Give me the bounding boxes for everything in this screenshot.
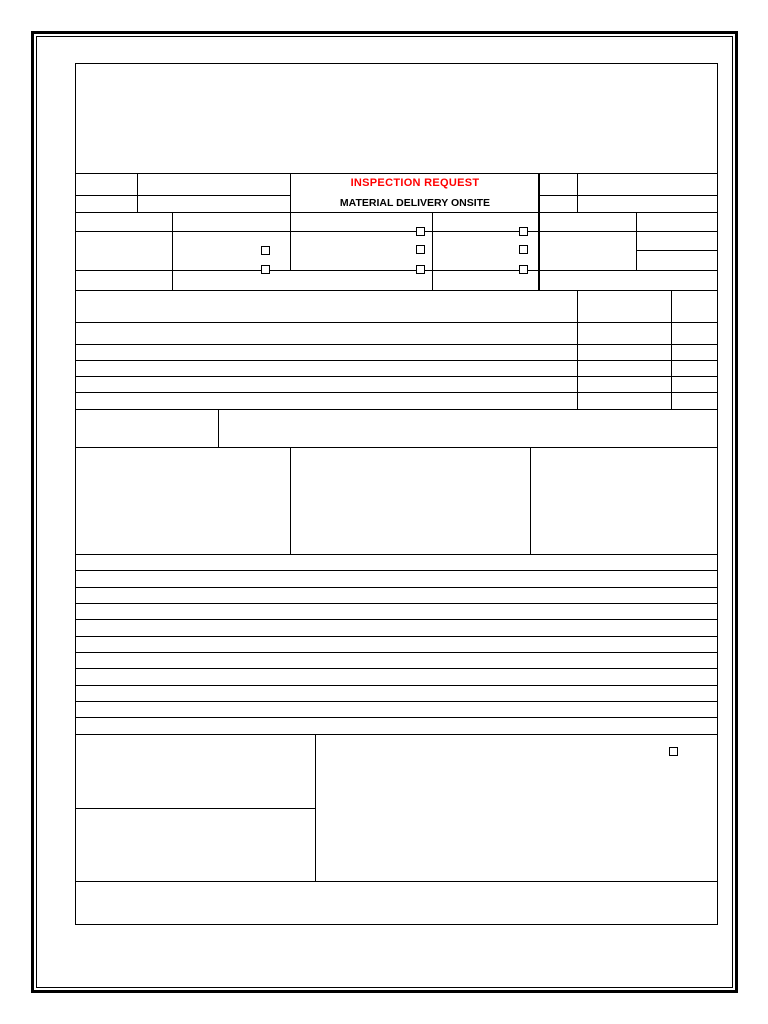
divider-line	[75, 636, 718, 637]
checkbox[interactable]	[416, 227, 425, 236]
divider-line	[75, 668, 718, 669]
divider-line	[172, 212, 173, 290]
divider-line	[75, 376, 718, 377]
form-title: INSPECTION REQUEST	[350, 177, 480, 189]
checkbox[interactable]	[519, 265, 528, 274]
divider-line	[75, 447, 718, 448]
divider-line	[290, 173, 291, 271]
divider-line	[637, 250, 718, 251]
checkbox[interactable]	[261, 246, 270, 255]
divider-line	[75, 195, 291, 196]
divider-line	[75, 587, 718, 588]
divider-line	[75, 290, 718, 291]
checkbox[interactable]	[416, 265, 425, 274]
divider-line	[75, 619, 718, 620]
divider-line	[137, 173, 138, 212]
form-border	[75, 63, 718, 925]
divider-line	[75, 173, 718, 174]
divider-line	[539, 195, 718, 196]
divider-line	[75, 344, 718, 345]
divider-line	[75, 734, 718, 735]
divider-line	[432, 212, 433, 290]
divider-line	[636, 212, 637, 270]
divider-line	[577, 290, 578, 409]
divider-line	[75, 685, 718, 686]
divider-line	[75, 808, 315, 809]
form-subtitle: MATERIAL DELIVERY ONSITE	[339, 197, 491, 209]
checkbox[interactable]	[669, 747, 678, 756]
divider-line	[530, 447, 531, 554]
divider-line	[671, 290, 672, 409]
divider-line	[538, 173, 540, 290]
divider-line	[218, 409, 219, 447]
divider-line	[75, 554, 718, 555]
divider-line	[315, 734, 316, 881]
checkbox[interactable]	[519, 227, 528, 236]
divider-line	[75, 717, 718, 718]
divider-line	[75, 603, 718, 604]
divider-line	[75, 409, 718, 410]
checkbox[interactable]	[416, 245, 425, 254]
divider-line	[577, 173, 578, 212]
divider-line	[75, 652, 718, 653]
checkbox[interactable]	[261, 265, 270, 274]
divider-line	[75, 881, 718, 882]
divider-line	[75, 701, 718, 702]
divider-line	[290, 447, 291, 554]
checkbox[interactable]	[519, 245, 528, 254]
divider-line	[75, 392, 718, 393]
divider-line	[75, 570, 718, 571]
divider-line	[75, 322, 718, 323]
divider-line	[75, 360, 718, 361]
